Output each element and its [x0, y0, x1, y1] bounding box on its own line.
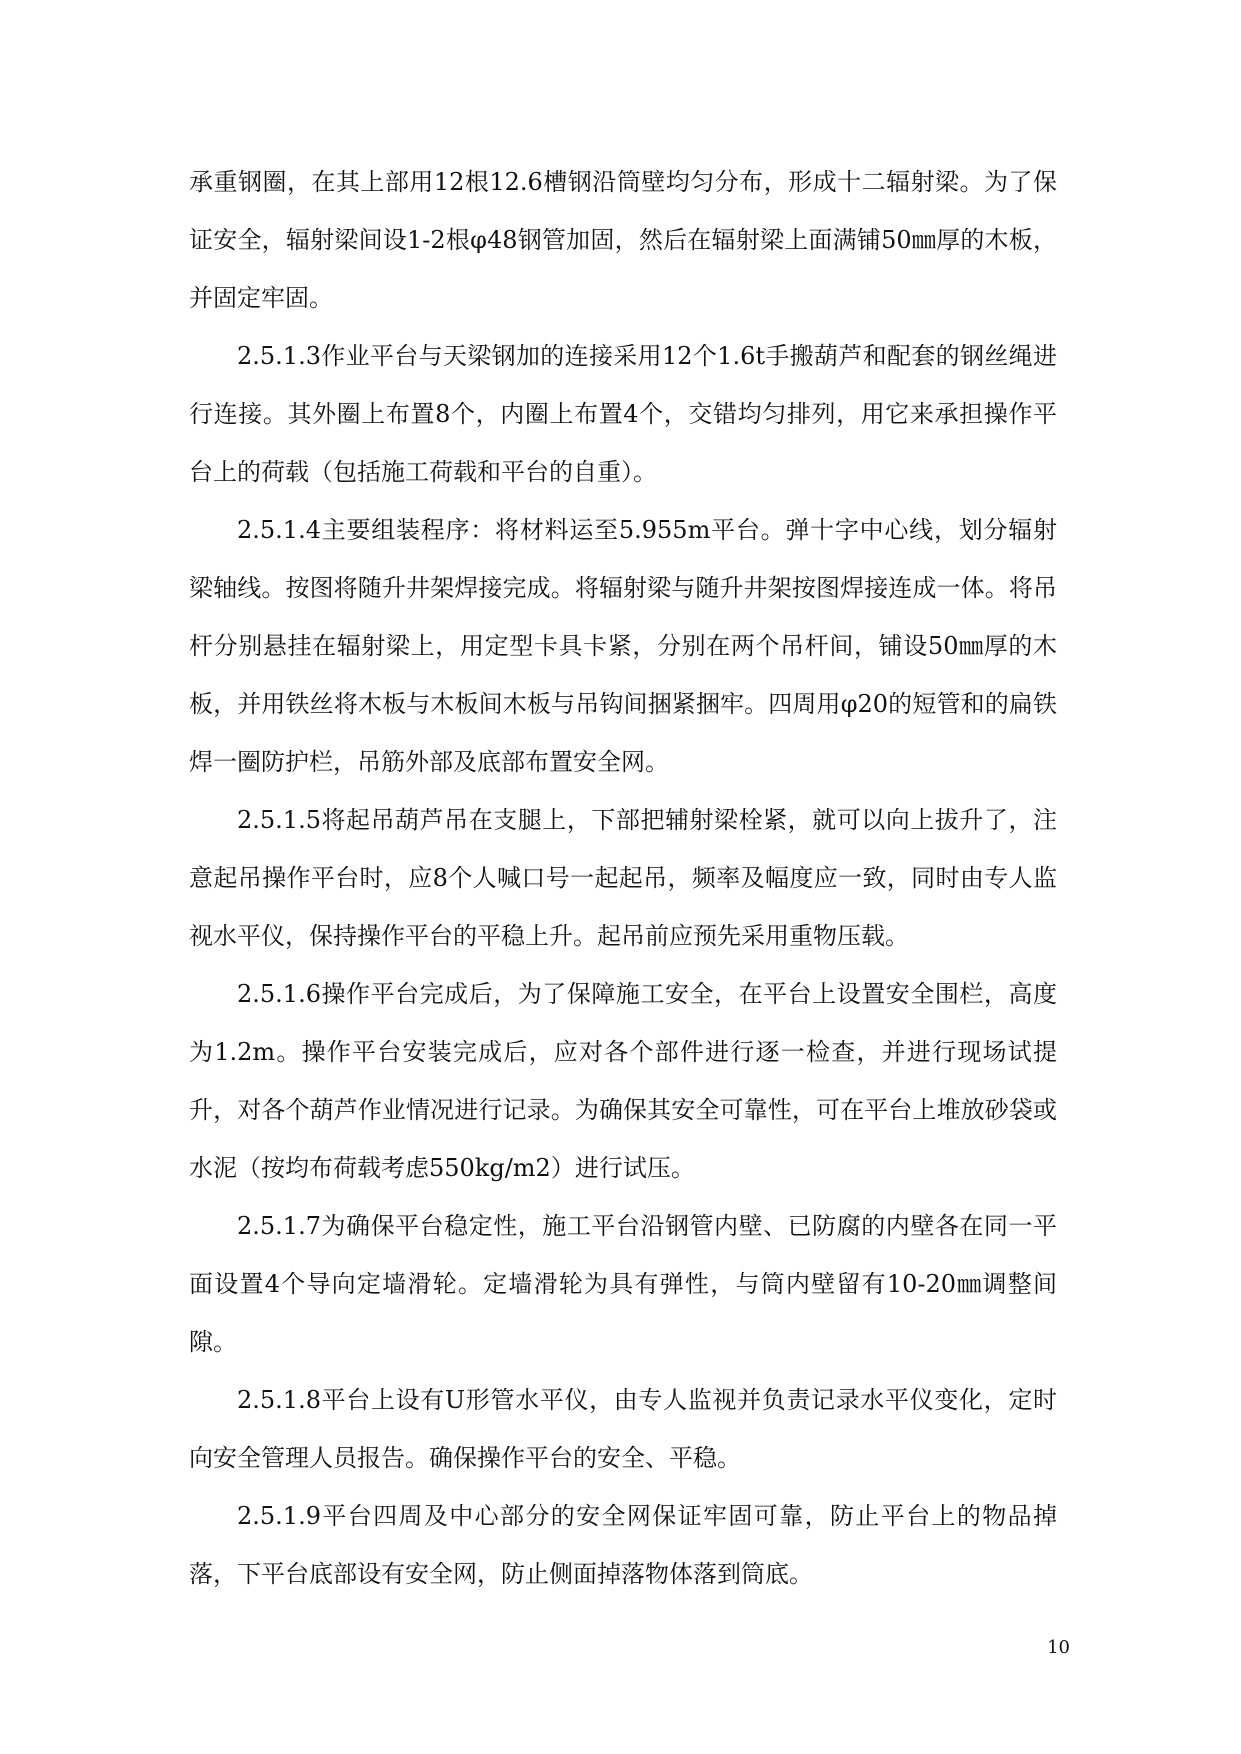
paragraph-2-5-1-3: 2.5.1.3作业平台与天梁钢加的连接采用12个1.6t手搬葫芦和配套的钢丝绳进行连接。其外圈上布置8个，内圈上布置4个，交错均匀排列，用它来承担操作平台上的荷载（包括施工荷载和平台的自重）。 — [189, 342, 1057, 486]
paragraph-2-5-1-5: 2.5.1.5将起吊葫芦吊在支腿上，下部把辅射梁栓紧，就可以向上拔升了，注意起吊操作平台时，应8个人喊口号一起起吊，频率及幅度应一致，同时由专人监视水平仪，保持操作平台的平稳上升。起吊前应预先采用重物压载。 — [189, 806, 1057, 950]
body-text — [189, 153, 1057, 1603]
paragraph-2-5-1-9: 2.5.1.9平台四周及中心部分的安全网保证牢固可靠，防止平台上的物品掉落，下平台底部设有安全网，防止侧面掉落物体落到筒底。 — [189, 1502, 1057, 1588]
paragraph-2-5-1-8: 2.5.1.8平台上设有U形管水平仪，由专人监视并负责记录水平仪变化，定时向安全管理人员报告。确保操作平台的安全、平稳。 — [189, 1386, 1057, 1472]
paragraph-continued: 承重钢圈，在其上部用12根12.6槽钢沿筒壁均匀分布，形成十二辐射梁。为了保证安全，辐射梁间设1-2根φ48钢管加固，然后在辐射梁上面满铺50㎜厚的木板，并固定牢固。 — [189, 168, 1057, 312]
paragraph-2-5-1-7: 2.5.1.7为确保平台稳定性，施工平台沿钢管内壁、已防腐的内壁各在同一平面设置4个导向定墙滑轮。定墙滑轮为具有弹性，与筒内壁留有10-20㎜调整间隙。 — [189, 1212, 1057, 1356]
paragraph-2-5-1-4: 2.5.1.4主要组装程序：将材料运至5.955m平台。弹十字中心线，划分辐射梁轴线。按图将随升井架焊接完成。将辐射梁与随升井架按图焊接连成一体。将吊杆分别悬挂在辐射梁上，用定型卡具卡紧，分别在两个吊杆间，铺设50㎜厚的木板，并用铁丝将木板与木板间木板与吊钩间捆紧捆牢。四周用φ20的短管和的扁铁焊一圈防护栏，吊筋外部及底部布置安全网。 — [189, 516, 1057, 776]
page-number: 10 — [1047, 1637, 1070, 1658]
paragraph-2-5-1-6: 2.5.1.6操作平台完成后，为了保障施工安全，在平台上设置安全围栏，高度为1.2m。操作平台安装完成后，应对各个部件进行逐一检查，并进行现场试提升，对各个葫芦作业情况进行记录。为确保其安全可靠性，可在平台上堆放砂袋或水泥（按均布荷载考虑550kg/m2）进行试压。 — [189, 980, 1057, 1182]
